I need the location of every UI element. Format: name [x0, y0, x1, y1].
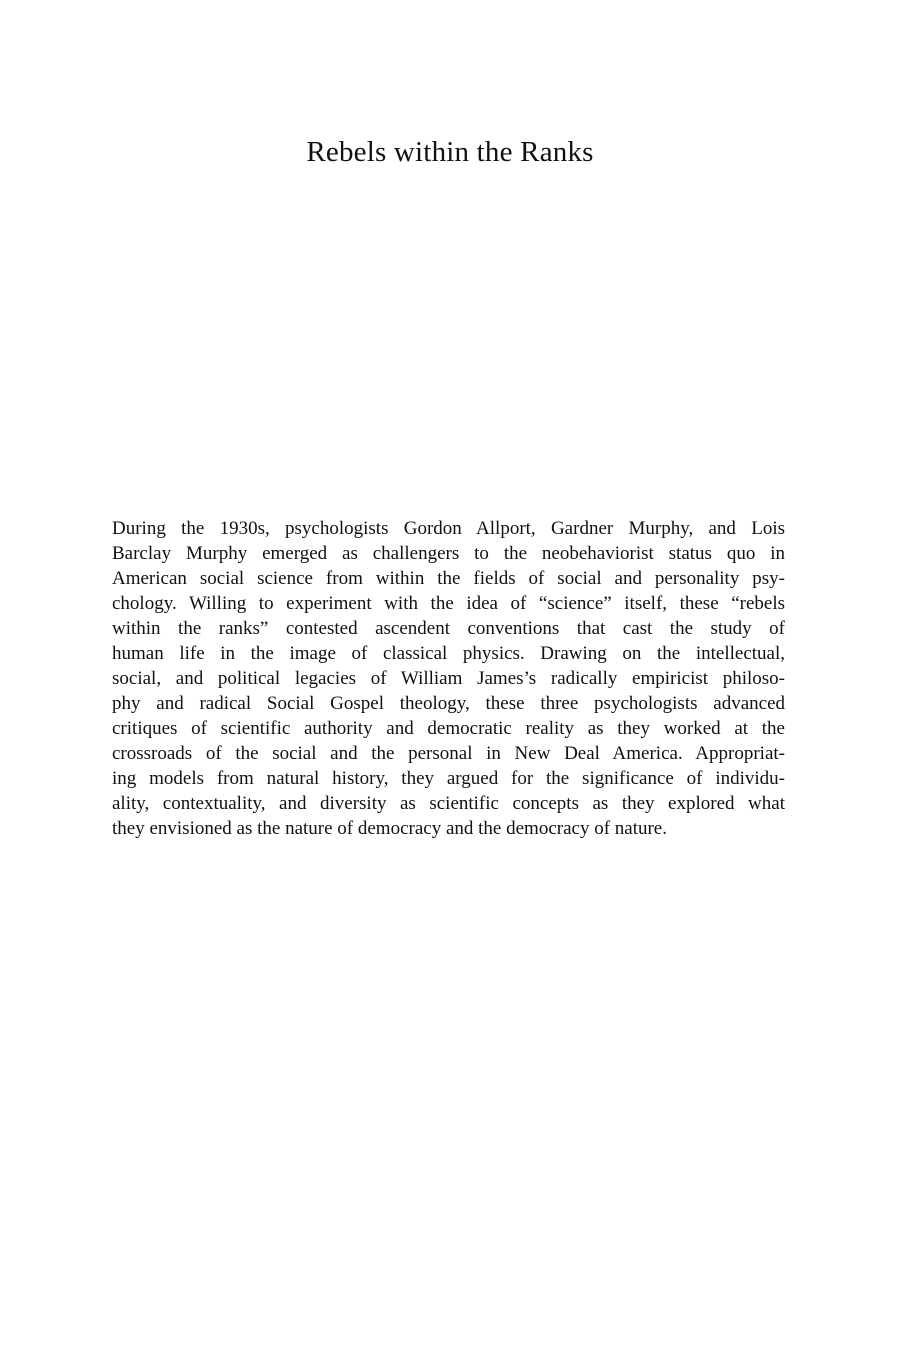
abstract-paragraph [112, 516, 785, 841]
abstract-line: human life in the image of classical physics. Drawing on the intellectual, [112, 643, 785, 664]
abstract-line: chology. Willing to experiment with the idea of “science” itself, these “rebels [112, 593, 785, 614]
page-title: Rebels within the Ranks [306, 136, 594, 168]
abstract-line: Barclay Murphy emerged as challengers to the neobehaviorist status quo in [112, 543, 785, 564]
abstract-line: critiques of scientific authority and democratic reality as they worked at the [112, 718, 785, 739]
abstract-line: ing models from natural history, they argued for the significance of individu- [112, 768, 785, 789]
abstract-line: ality, contextuality, and diversity as scientific concepts as they explored what [112, 793, 785, 814]
abstract-line: American social science from within the fields of social and personality psy- [112, 568, 785, 589]
abstract-line: crossroads of the social and the personal in New Deal America. Appropriat- [112, 743, 785, 764]
abstract-line: they envisioned as the nature of democracy and the democracy of nature. [112, 818, 667, 839]
abstract-line: within the ranks” contested ascendent conventions that cast the study of [112, 618, 785, 639]
abstract-line: social, and political legacies of William James’s radically empiricist philoso- [112, 668, 785, 689]
abstract-line: During the 1930s, psychologists Gordon Allport, Gardner Murphy, and Lois [112, 518, 785, 539]
abstract-line: phy and radical Social Gospel theology, these three psychologists advanced [112, 693, 785, 714]
